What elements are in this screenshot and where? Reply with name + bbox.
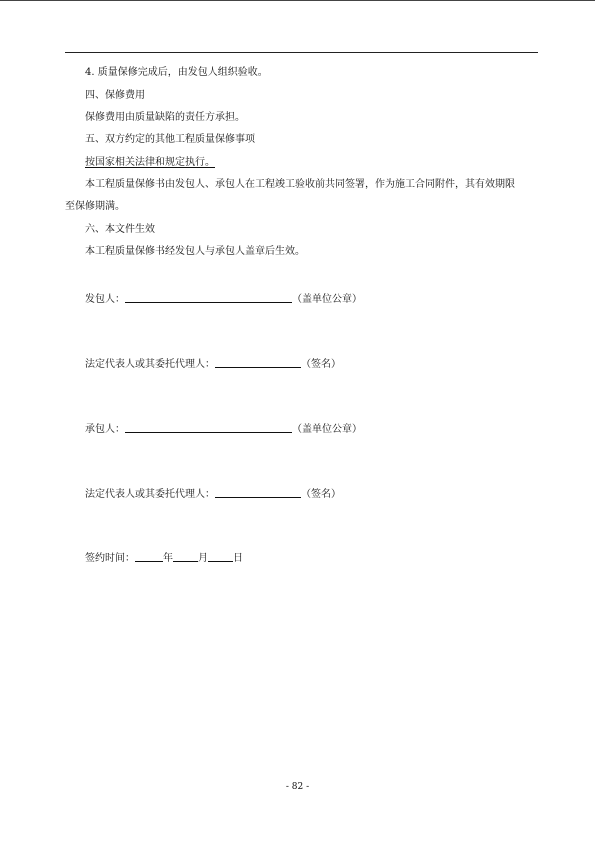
contractor-seal-note: （盖单位公章） <box>292 424 362 435</box>
employer-representative-note: （签名） <box>301 359 341 370</box>
contractor-signature-row <box>85 422 362 436</box>
contractor-representative-row <box>85 487 341 501</box>
year-blank[interactable] <box>135 551 163 562</box>
employer-label: 发包人： <box>85 294 125 305</box>
year-label: 年 <box>163 553 173 564</box>
contractor-representative-note: （签名） <box>301 489 341 500</box>
section-6-body: 本工程质量保修书经发包人与承包人盖章后生效。 <box>85 246 305 257</box>
page-number: - 82 - <box>285 782 310 792</box>
section-4-heading: 四、保修费用 <box>85 90 145 101</box>
employer-seal-blank[interactable] <box>125 292 292 303</box>
signing-date-label: 签约时间： <box>85 553 135 564</box>
section-5-body: 按国家相关法律和规定执行。 <box>85 157 215 168</box>
month-label: 月 <box>198 553 208 564</box>
section-5-heading: 五、双方约定的其他工程质量保修事项 <box>85 134 255 145</box>
day-blank[interactable] <box>208 551 233 562</box>
employer-signature-row <box>85 292 362 306</box>
paragraph-item-4: 4. 质量保修完成后，由发包人组织验收。 <box>85 67 268 78</box>
page-top-border <box>0 0 595 1</box>
contractor-representative-blank[interactable] <box>215 487 301 498</box>
contractor-label: 承包人： <box>85 424 125 435</box>
section-6-heading: 六、本文件生效 <box>85 224 155 235</box>
signing-date-row <box>85 551 243 565</box>
employer-representative-label: 法定代表人或其委托代理人： <box>85 359 215 370</box>
validity-paragraph-line-2: 至保修期满。 <box>65 201 125 212</box>
validity-paragraph-line-1: 本工程质量保修书由发包人、承包人在工程竣工验收前共同签署，作为施工合同附件，其有效期限 <box>85 179 515 190</box>
header-rule <box>65 52 538 53</box>
contractor-seal-blank[interactable] <box>125 422 292 433</box>
employer-representative-row <box>85 357 341 371</box>
employer-seal-note: （盖单位公章） <box>292 294 362 305</box>
day-label: 日 <box>233 553 243 564</box>
employer-representative-blank[interactable] <box>215 357 301 368</box>
section-4-body: 保修费用由质量缺陷的责任方承担。 <box>85 112 245 123</box>
contractor-representative-label: 法定代表人或其委托代理人： <box>85 489 215 500</box>
month-blank[interactable] <box>173 551 198 562</box>
